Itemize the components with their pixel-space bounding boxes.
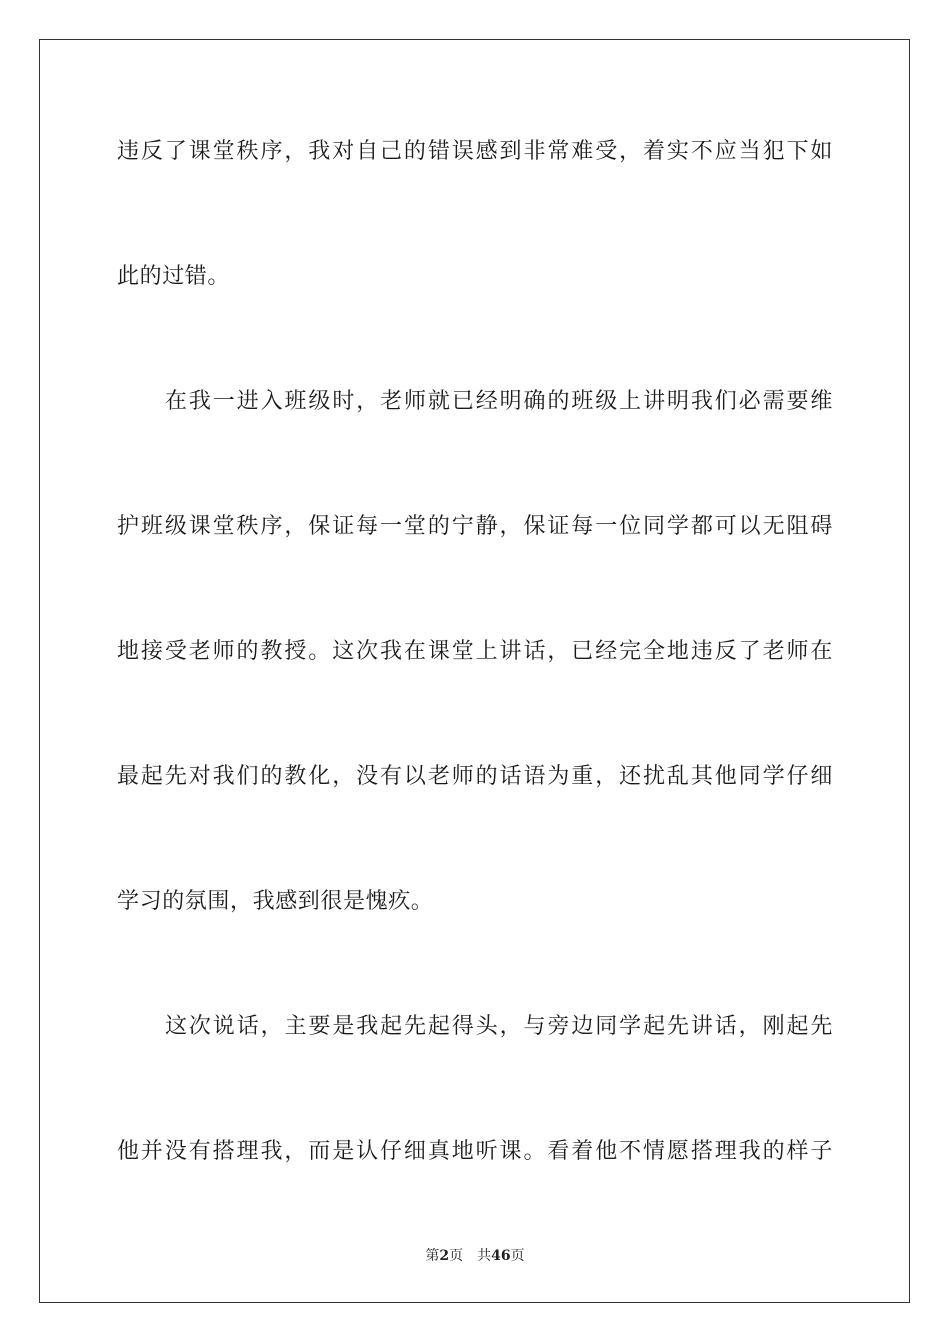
text-line-1: 违反了课堂秩序，我对自己的错误感到非常难受，着实不应当犯下如 (117, 139, 833, 164)
footer-total-prefix: 共 (477, 1248, 492, 1264)
footer-page-current: 2 (439, 1248, 450, 1264)
text-line-7: 学习的氛围，我感到很是愧疚。 (117, 889, 434, 914)
footer-total-suffix: 页 (510, 1248, 525, 1264)
footer-page-total: 46 (491, 1248, 511, 1264)
page-border (39, 39, 910, 1303)
text-line-6: 最起先对我们的教化，没有以老师的话语为重，还扰乱其他同学仔细 (117, 764, 833, 789)
text-line-4: 护班级课堂秩序，保证每一堂的宁静，保证每一位同学都可以无阻碍 (117, 514, 833, 539)
paragraph-start-line-3: 在我一进入班级时，老师就已经明确的班级上讲明我们必需要维 (165, 389, 833, 414)
paragraph-start-line-8: 这次说话，主要是我起先起得头，与旁边同学起先讲话，刚起先 (165, 1014, 833, 1039)
text-line-9: 他并没有搭理我，而是认仔细真地听课。看着他不情愿搭理我的样子 (117, 1139, 833, 1164)
footer-page-prefix: 第 (425, 1248, 440, 1264)
text-line-2: 此的过错。 (117, 264, 231, 289)
page-footer (0, 1247, 950, 1265)
footer-page-suffix: 页 (449, 1248, 464, 1264)
text-line-5: 地接受老师的教授。这次我在课堂上讲话，已经完全地违反了老师在 (117, 639, 833, 664)
